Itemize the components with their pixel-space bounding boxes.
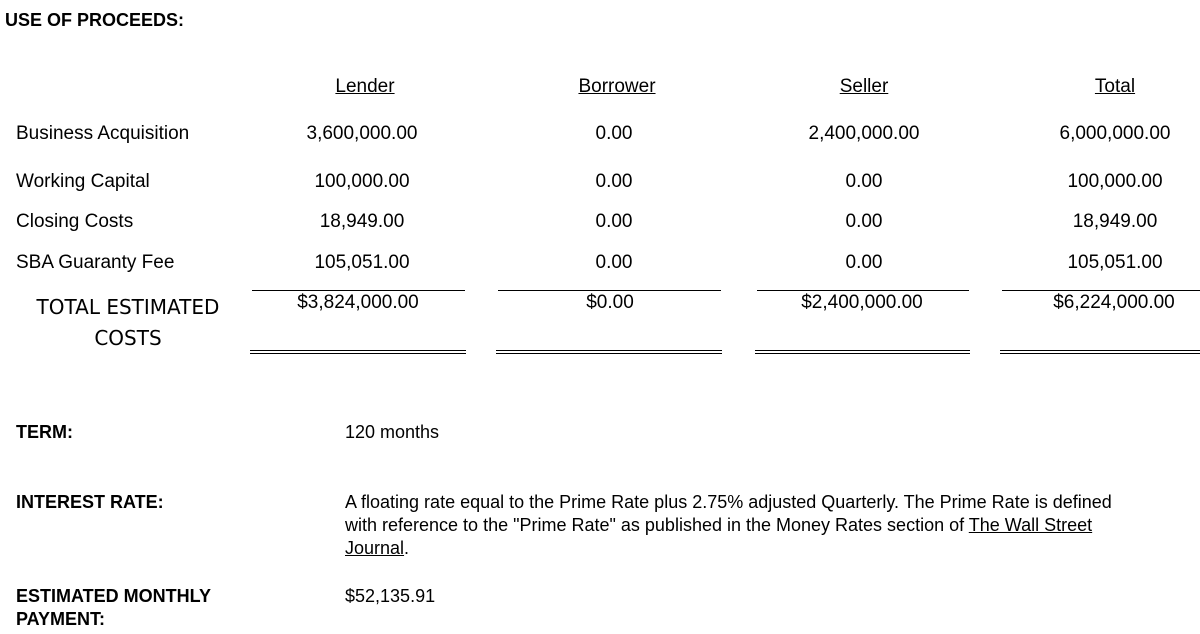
cell-lender: 18,949.00: [319, 211, 405, 232]
cell-lender: 105,051.00: [314, 252, 410, 273]
cell-seller: 0.00: [845, 252, 883, 273]
cell-seller: 0.00: [845, 211, 883, 232]
interest-rate-period: .: [404, 538, 410, 558]
cell-total: 6,000,000.00: [1059, 123, 1171, 144]
column-header-borrower: Borrower: [578, 76, 656, 97]
section-title: USE OF PROCEEDS:: [5, 10, 185, 30]
cell-borrower: 0.00: [595, 171, 633, 192]
subtotal-rule: [757, 290, 969, 291]
interest-rate-description: A floating rate equal to the Prime Rate plus 2.75% adjusted Quarterly. The Prime Rate is defined with reference to the "Prime Rate" as published in the Money Rates section of: [345, 492, 1112, 535]
total-double-rule: [496, 350, 722, 354]
total-double-rule: [755, 350, 970, 354]
total-estimated-costs-label: TOTAL ESTIMATED COSTS: [36, 295, 220, 350]
row-label-business-acquisition: Business Acquisition: [16, 123, 190, 144]
subtotal-rule: [1002, 290, 1200, 291]
cell-total: 100,000.00: [1067, 171, 1163, 192]
cell-seller: 0.00: [845, 171, 883, 192]
subtotal-rule: [498, 290, 721, 291]
interest-rate-label: INTEREST RATE:: [16, 492, 164, 512]
total-seller: $2,400,000.00: [801, 292, 923, 313]
total-borrower: $0.00: [586, 292, 634, 313]
row-label-working-capital: Working Capital: [16, 171, 150, 192]
cell-lender: 3,600,000.00: [306, 123, 418, 144]
cell-total: 105,051.00: [1067, 252, 1163, 273]
total-total: $6,224,000.00: [1053, 292, 1175, 313]
interest-rate-text: [345, 491, 1115, 560]
cell-borrower: 0.00: [595, 252, 633, 273]
row-label-sba-guaranty-fee: SBA Guaranty Fee: [16, 252, 175, 273]
total-double-rule: [1000, 350, 1200, 354]
cell-lender: 100,000.00: [314, 171, 410, 192]
column-header-seller: Seller: [839, 76, 889, 97]
subtotal-rule: [252, 290, 465, 291]
cell-seller: 2,400,000.00: [808, 123, 920, 144]
cell-borrower: 0.00: [595, 211, 633, 232]
monthly-payment-value: $52,135.91: [345, 586, 436, 606]
cell-borrower: 0.00: [595, 123, 633, 144]
term-value: 120 months: [345, 422, 440, 442]
column-header-total: Total: [1094, 76, 1136, 97]
publication-name: The Wall Street Journal: [345, 515, 1093, 558]
monthly-payment-label: ESTIMATED MONTHLY PAYMENT:: [16, 586, 211, 629]
row-label-closing-costs: Closing Costs: [16, 211, 134, 232]
term-label: TERM:: [16, 422, 73, 442]
total-lender: $3,824,000.00: [297, 292, 419, 313]
cell-total: 18,949.00: [1072, 211, 1158, 232]
total-double-rule: [250, 350, 466, 354]
column-header-lender: Lender: [335, 76, 395, 97]
